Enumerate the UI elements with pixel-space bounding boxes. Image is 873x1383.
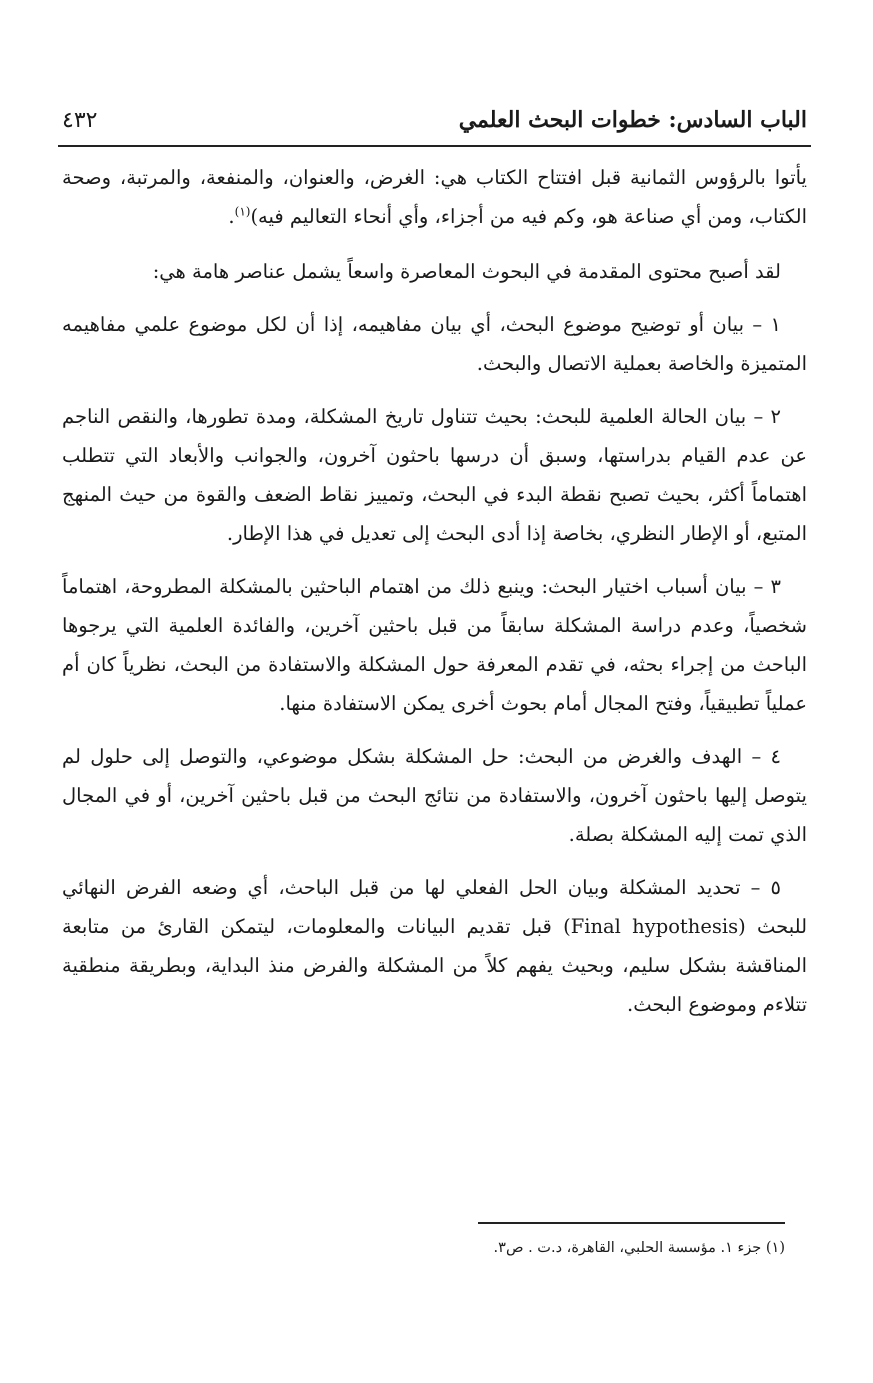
intro-text: يأتوا بالرؤوس الثمانية قبل افتتاح الكتاب هي: الغرض، والعنوان، والمنفعة، والمرتبة، وصحة الكتاب، ومن أي صناعة هو، وكم فيه من أجزاء، وأي أنحاء التعاليم فيه) (62, 166, 807, 228)
chapter-title: الباب السادس: خطوات البحث العلمي (458, 107, 807, 133)
lead-paragraph: لقد أصبح محتوى المقدمة في البحوث المعاصرة واسعاً يشمل عناصر هامة هي: (152, 260, 781, 283)
intro-paragraph (62, 158, 807, 236)
footnote: (١) جزء ١. مؤسسة الحلبي، القاهرة، د.ت . ص٣. (493, 1240, 785, 1256)
body-text (62, 158, 807, 1038)
header-divider (58, 145, 811, 147)
item-4-paragraph: ٤ – الهدف والغرض من البحث: حل المشكلة بشكل موضوعي، والتوصل إلى حلول لم يتوصل إليها باحثون آخرون، والاستفادة من نتائج البحث من قبل باحثين آخرين، أو في المجال الذي تمت إليه المشكلة بصلة. (62, 745, 807, 846)
item-2-paragraph: ٢ – بيان الحالة العلمية للبحث: بحيث تتناول تاريخ المشكلة، ومدة تطورها، والنقص الناجم عن عدم القيام بدراستها، وسبق أن درسها باحثون آخرون، والجوانب والأبعاد التي تتطلب اهتماماً أكثر، بحيث تصبح نقطة البدء في البحث، وتمييز نقاط الضعف والقوة من حيث المنهج المتبع، أو الإطار النظري، بخاصة إذا أدى البحث إلى تعديل في هذا الإطار. (62, 405, 807, 545)
intro-end: . (228, 205, 235, 228)
footnote-divider (478, 1222, 785, 1224)
english-term: Final hypothesis (570, 915, 739, 938)
item-1-paragraph: ١ – بيان أو توضيح موضوع البحث، أي بيان مفاهيمه، إذا أن لكل موضوع علمي مفاهيمه المتميزة والخاصة بعملية الاتصال والبحث. (62, 313, 807, 375)
item-5-paragraph (62, 868, 807, 1024)
item-3-paragraph: ٣ – بيان أسباب اختيار البحث: وينبع ذلك من اهتمام الباحثين بالمشكلة المطروحة، اهتماماً شخصياً، وعدم دراسة المشكلة سابقاً من قبل باحثين آخرين، والفائدة العلمية التي يرجوها الباحث من إجراء بحثه، في تقدم المعرفة حول المشكلة والاستفادة من البحث، نظرياً كان أم عملياً تطبيقياً، وفتح المجال أمام بحوث أخرى يمكن الاستفادة منها. (62, 575, 807, 715)
item-5-text-end: ) قبل تقديم البيانات والمعلومات، ليتمكن القارئ من متابعة المناقشة بشكل سليم، وبحيث يفهم كلاً من المشكلة والفرض منذ البداية، وبطريقة منطقية تتلاءم وموضوع البحث. (62, 915, 807, 1016)
footnote-reference: (١) (234, 204, 251, 219)
item-5-text-start: ٥ – تحديد المشكلة وبيان الحل الفعلي لها من قبل الباحث، أي وضعه الفرض النهائي للبحث ( (62, 876, 808, 938)
page-number: ٤٣٢ (62, 107, 98, 133)
running-header (62, 100, 807, 140)
